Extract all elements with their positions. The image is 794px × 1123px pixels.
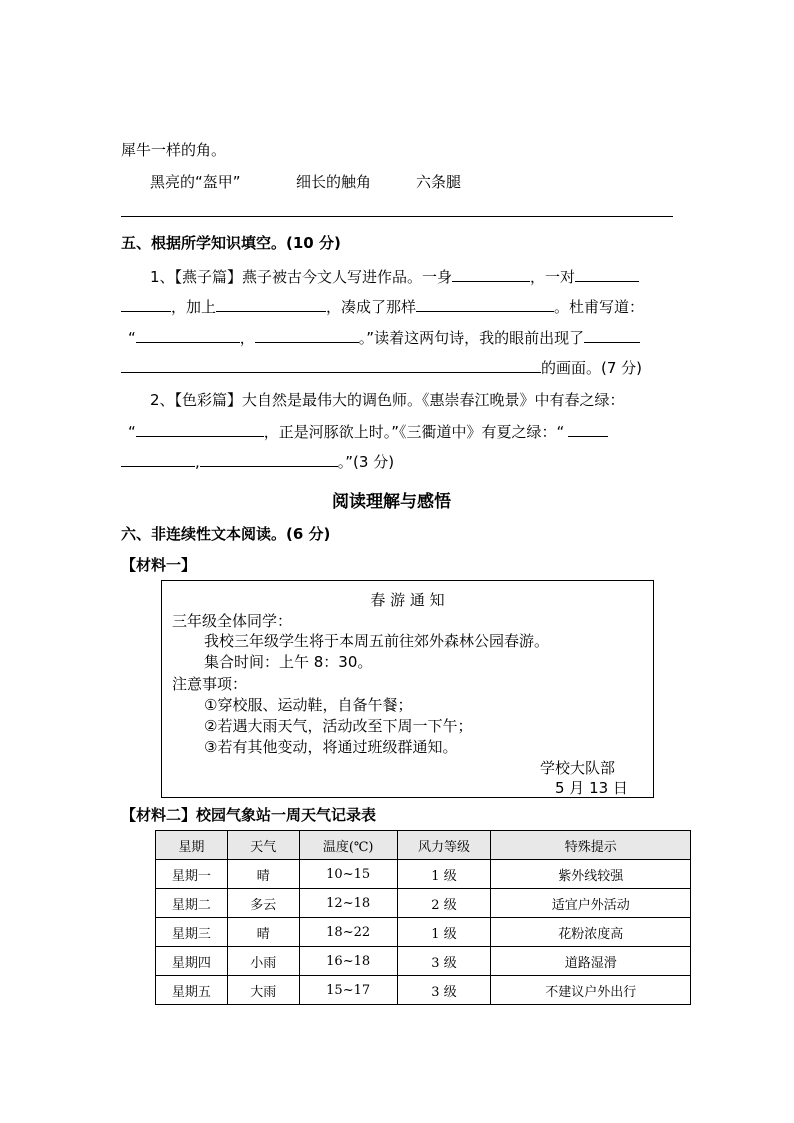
blank[interactable] [216, 296, 326, 312]
table-header: 星期 [156, 831, 228, 860]
notice-body: 我校三年级学生将于本周五前往郊外森林公园春游。 [204, 632, 550, 650]
table-header-row [156, 831, 691, 860]
option-item: 细长的触角 [296, 173, 372, 191]
table-cell: 16~18 [299, 947, 397, 976]
table-cell: 星期三 [156, 918, 228, 947]
table-cell: 花粉浓度高 [491, 918, 691, 947]
table-cell: 3 级 [397, 976, 491, 1005]
table-cell: 10~15 [299, 860, 397, 889]
notice-body: 集合时间：上午 8：30。 [204, 653, 373, 671]
table-header: 特殊提示 [491, 831, 691, 860]
table-cell: 小雨 [227, 947, 299, 976]
blank[interactable] [200, 451, 338, 467]
notice-note: ②若遇大雨天气，活动改至下周一下午； [204, 717, 473, 735]
q2-text: ，正是河豚欲上时。”《三衢道中》有夏之绿：“ [263, 423, 565, 441]
table-cell: 不建议户外出行 [491, 976, 691, 1005]
table-cell: 星期二 [156, 889, 228, 918]
notice-notes-label: 注意事项： [172, 675, 248, 693]
table-cell: 紫外线较强 [491, 860, 691, 889]
blank[interactable] [584, 327, 640, 343]
table-cell: 3 级 [397, 947, 491, 976]
q1-line3 [128, 327, 640, 348]
q1-text: “ [128, 329, 136, 347]
material-1-label: 【材料一】 [121, 556, 197, 574]
blank[interactable] [255, 327, 359, 343]
table-row [156, 976, 691, 1005]
reading-section-title: 阅读理解与感悟 [332, 492, 451, 512]
table-cell: 1 级 [397, 918, 491, 947]
notice-title: 春 游 通 知 [370, 591, 445, 609]
table-cell: 星期一 [156, 860, 228, 889]
answer-line[interactable] [121, 216, 673, 217]
q1-line4 [121, 357, 642, 378]
option-item: 黑亮的“盔甲” [150, 173, 241, 191]
q2-line3 [121, 451, 394, 472]
table-row [156, 860, 691, 889]
blank[interactable] [575, 266, 639, 282]
table-cell: 2 级 [397, 889, 491, 918]
table-row [156, 889, 691, 918]
table-cell: 12~18 [299, 889, 397, 918]
table-cell: 晴 [227, 860, 299, 889]
table-header: 温度(℃) [299, 831, 397, 860]
option-item: 六条腿 [416, 173, 462, 191]
q1-text: ，凑成了那样 [326, 298, 417, 316]
table-cell: 道路湿滑 [491, 947, 691, 976]
section-5-heading: 五、根据所学知识填空。(10 分) [121, 234, 341, 252]
q1-text: ， [239, 329, 255, 347]
table-cell: 适宜户外活动 [491, 889, 691, 918]
table-cell: 大雨 [227, 976, 299, 1005]
table-row [156, 947, 691, 976]
section-6-heading: 六、非连续性文本阅读。(6 分) [121, 525, 331, 543]
q2-text: , [195, 453, 200, 471]
blank[interactable] [121, 451, 195, 467]
q1-text: 。”读着这两句诗，我的眼前出现了 [358, 329, 585, 347]
notice-note: ①穿校服、运动鞋，自备午餐； [204, 696, 413, 714]
notice-note: ③若有其他变动，将通过班级群通知。 [204, 738, 458, 756]
notice-salutation: 三年级全体同学： [172, 612, 293, 630]
table-cell: 18~22 [299, 918, 397, 947]
material-2-label: 【材料二】校园气象站一周天气记录表 [121, 806, 377, 824]
table-cell: 1 级 [397, 860, 491, 889]
notice-date: 5 月 13 日 [555, 779, 628, 797]
q1-text: 。杜甫写道： [554, 298, 645, 316]
weather-record-table [155, 830, 691, 1005]
table-cell: 星期四 [156, 947, 228, 976]
blank[interactable] [121, 296, 171, 312]
q1-line2 [121, 296, 644, 317]
q1-text: ，加上 [171, 298, 217, 316]
blank[interactable] [416, 296, 554, 312]
q2-line2 [128, 421, 608, 442]
spring-outing-notice [161, 580, 654, 798]
table-cell: 晴 [227, 918, 299, 947]
q1-text: ，一对 [530, 268, 576, 286]
notice-signer: 学校大队部 [540, 759, 616, 777]
q2-text: 。”(3 分) [337, 453, 395, 471]
q1-text: 1、【燕子篇】燕子被古今文人写进作品。一身 [150, 268, 453, 286]
table-cell: 多云 [227, 889, 299, 918]
q2-line1: 2、【色彩篇】大自然是最伟大的调色师。《惠崇春江晚景》中有春之绿： [150, 391, 625, 409]
q1-text: 的画面。(7 分) [541, 359, 643, 377]
table-header: 风力等级 [397, 831, 491, 860]
continued-text-line: 犀牛一样的角。 [121, 141, 227, 159]
table-cell: 15~17 [299, 976, 397, 1005]
q2-text: “ [128, 423, 136, 441]
blank[interactable] [136, 421, 264, 437]
table-row [156, 918, 691, 947]
blank[interactable] [568, 421, 608, 437]
table-cell: 星期五 [156, 976, 228, 1005]
blank[interactable] [121, 357, 541, 373]
q1-line1 [150, 266, 639, 287]
table-header: 天气 [227, 831, 299, 860]
blank[interactable] [452, 266, 530, 282]
blank[interactable] [136, 327, 240, 343]
